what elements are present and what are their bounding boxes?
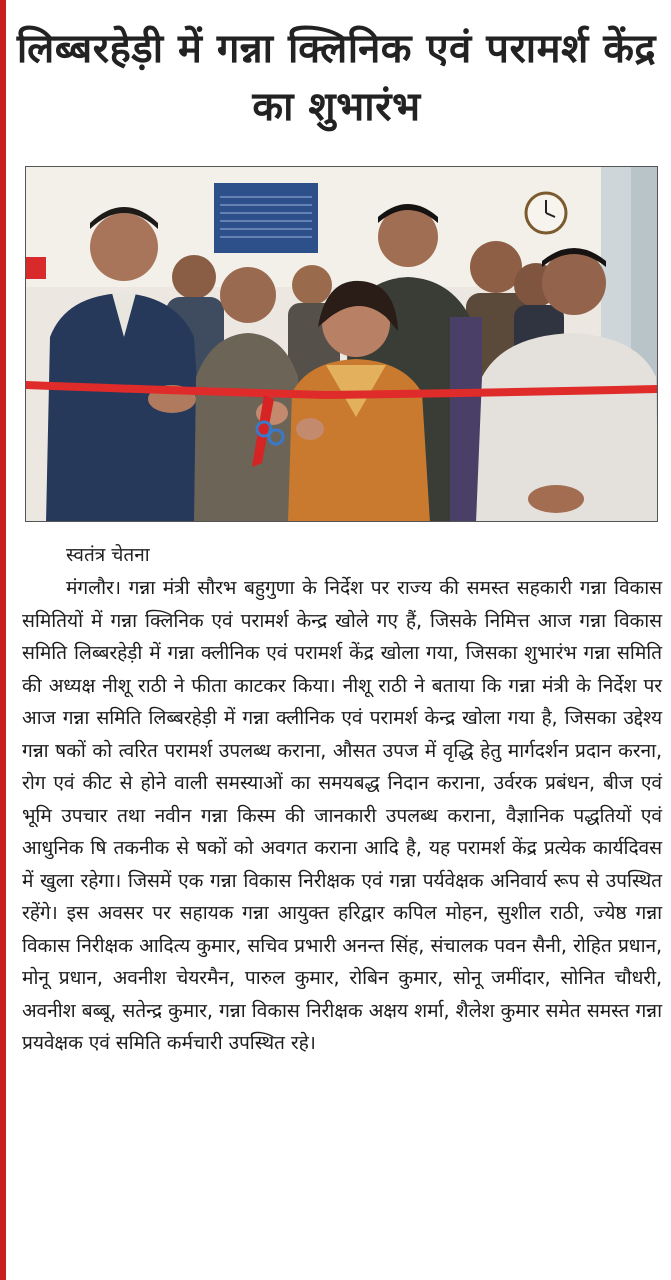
article [22, 540, 662, 1060]
page-left-rule [0, 0, 6, 1280]
headline: लिब्बरहेड़ी में गन्ना क्लिनिक एवं परामर्श केंद्र का शुभारंभ [16, 26, 657, 130]
notice-board [214, 183, 318, 253]
event-photo [25, 166, 658, 522]
ribbon-cutting-illustration [26, 167, 658, 522]
article-body: मंगलौर। गन्ना मंत्री सौरभ बहुगुणा के निर्देश पर राज्य की समस्त सहकारी गन्ना विकास समितियों में गन्ना क्लिनिक एवं परामर्श केन्द्र खोले गए हैं, जिसके निमित्त आज गन्ना विकास समिति लिब्बरहेड़ी में गन्ना क्लीनिक एवं परामर्श केंद्र खोला गया, जिसका शुभारंभ गन्ना समिति की अध्यक्ष नीशू राठी ने फीता काटकर किया। नीशू राठी ने बताया कि गन्ना मंत्री के निर्देश पर आज गन्ना समिति लिब्बरहेड़ी में गन्ना क्लीनिक एवं परामर्श केन्द्र खोला गया है, जिसका उद्देश्य गन्ना षकों को त्वरित परामर्श उपलब्ध कराना, औसत उपज में वृद्धि हेतु मार्गदर्शन प्रदान करना, रोग एवं कीट से होने वाली समस्याओं का समयबद्ध निदान कराना, उर्वरक प्रबंधन, बीज एवं भूमि उपचार तथा नवीन गन्ना किस्म की जानकारी उपलब्ध कराना, वैज्ञानिक पद्धतियों एवं आधुनिक षि तकनीक से षकों को अवगत कराना आदि है, यह परामर्श केंद्र प्रत्येक कार्यदिवस में खुला रहेगा। जिसमें एक गन्ना विकास निरीक्षक एवं गन्ना पर्यवेक्षक अनिवार्य रूप से उपस्थित रहेंगे। इस अवसर पर सहायक गन्ना आयुक्त हरिद्वार कपिल मोहन, सुशील राठी, ज्येष्ठ गन्ना विकास निरीक्षक आदित्य कुमार, सचिव प्रभारी अनन्त सिंह, संचालक पवन सैनी, रोहित प्रधान, मोनू प्रधान, अवनीश चेयरमैन, पारुल कुमार, रोबिन कुमार, सोनू जमींदार, सोनित चौधरी, अवनीश बब्बू, सतेन्द्र कुमार, गन्ना विकास निरीक्षक अक्षय शर्मा, शैलेश कुमार समेत समस्त गन्ना प्रयवेक्षक एवं समिति कर्मचारी उपस्थित रहे। [22, 576, 662, 1054]
credit-line: स्वतंत्र चेतना [66, 544, 150, 566]
